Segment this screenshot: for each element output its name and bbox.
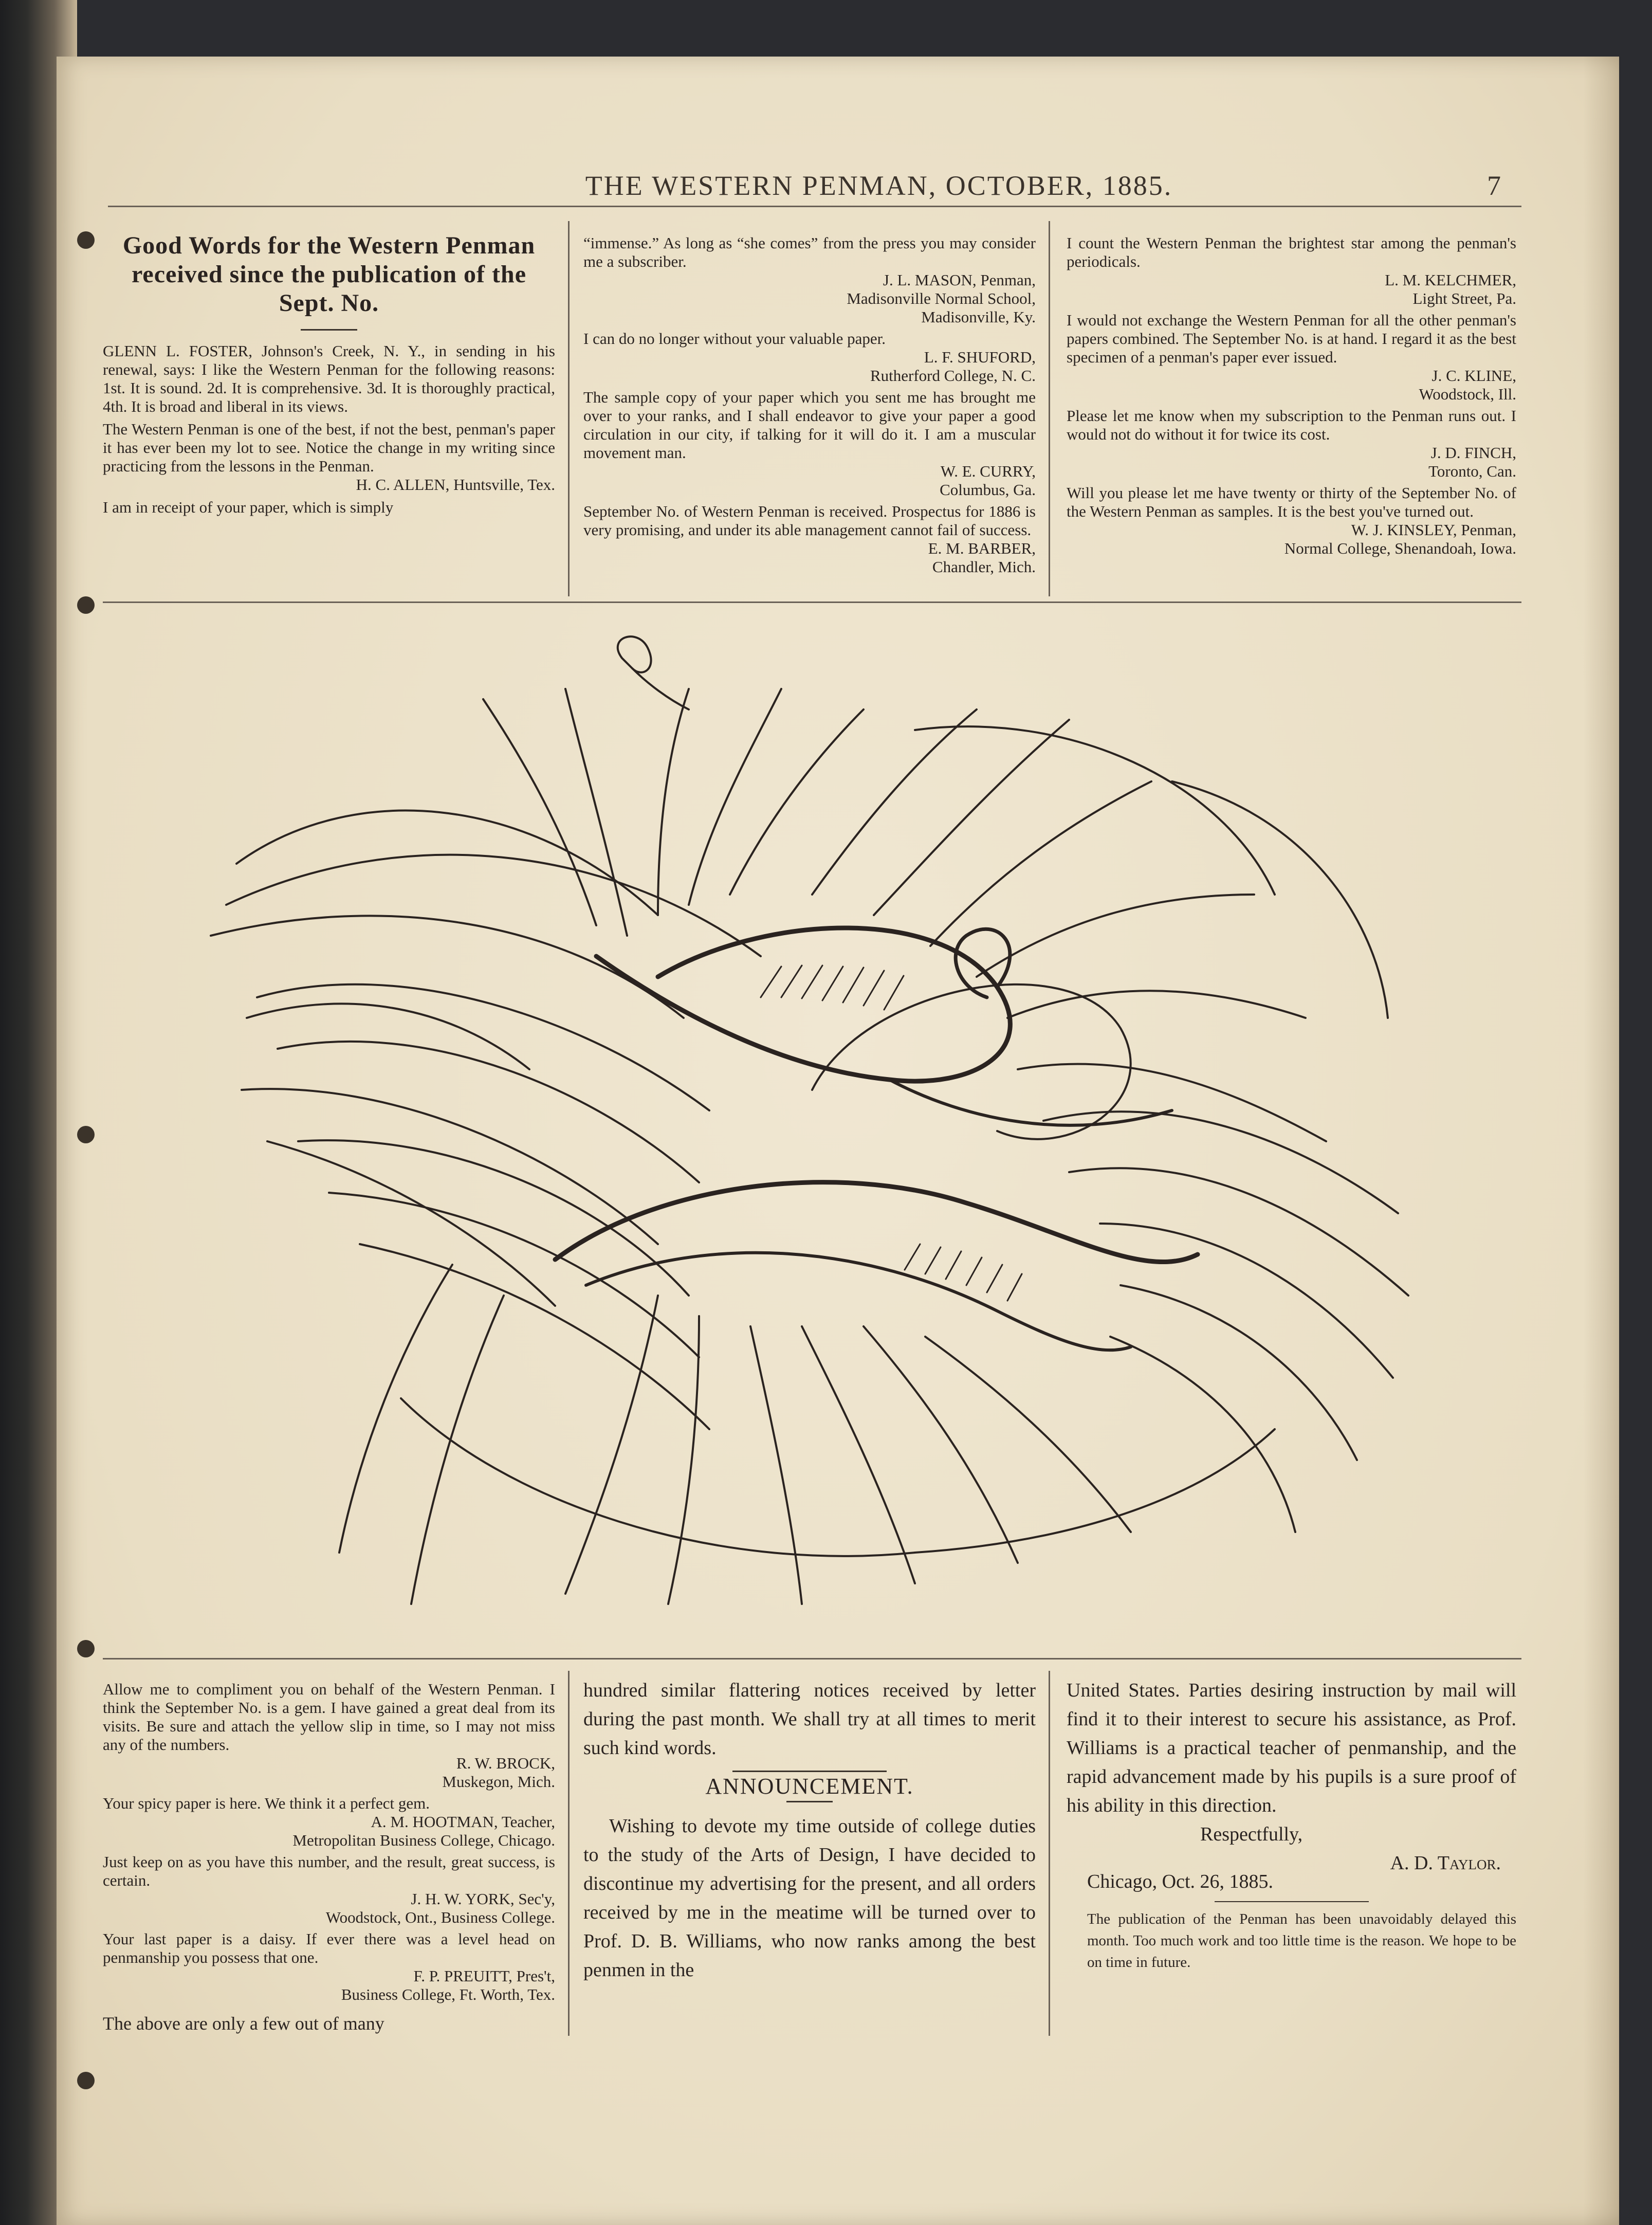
letter-text: The sample copy of your paper which you sent me has brought me over to your ranks, and I shall endeavor to give your paper a good circulation in our city, if talking for it will do it. I am a muscular movement man. xyxy=(583,388,1036,462)
letter-signature: Metropolitan Business College, Chicago. xyxy=(292,1831,555,1849)
publication-note: The publication of the Penman has been unavoidably delayed this month. Too much work and too little time is the reason. We hope to be on time in future. xyxy=(1087,1911,1516,1971)
letter-text: GLENN L. FOSTER, Johnson's Creek, N. Y., in sending in his renewal, says: I like the Western Penman for the following reasons: 1st. It is sound. 2d. It is comprehensive. 3d. It is thoroughly practical, 4th. It is broad and liberal in its views. xyxy=(103,342,555,415)
announcement-text: Wishing to devote my time outside of college duties to the study of the Arts of Design, I have decided to discontinue my advertising for the present, and all orders received by me in the meatime will be turned over to Prof. D. B. Williams, who now ranks among the best penmen in the xyxy=(583,1815,1036,1981)
letter-signature: L. F. SHUFORD, xyxy=(924,348,1036,366)
column-rule xyxy=(568,221,570,596)
binding-hole xyxy=(77,1126,95,1143)
letter-text: Please let me know when my subscription to the Penman runs out. I would not do without it for twice its cost. xyxy=(1067,407,1516,443)
header-rule xyxy=(108,206,1521,207)
top-column-3 xyxy=(1067,234,1516,558)
flourished-bird-illustration xyxy=(195,627,1449,1635)
bottom-column-2 xyxy=(583,1676,1036,1984)
letter-signature: E. M. BARBER, xyxy=(928,539,1036,557)
page-header xyxy=(108,170,1527,200)
letter-text: I am in receipt of your paper, which is simply xyxy=(103,498,394,516)
section-rule xyxy=(103,601,1521,603)
letter-signature: J. D. FINCH, xyxy=(1430,444,1516,462)
letter-text: Allow me to compliment you on behalf of the Western Penman. I think the September No. is a gem. I have gained a great deal from its visits. Be sure and attach the yellow slip in time, so I may not miss any of the numbers. xyxy=(103,1680,555,1754)
announcement-title: ANNOUNCEMENT. xyxy=(705,1774,914,1799)
letter-signature: J. H. W. YORK, Sec'y, xyxy=(411,1890,555,1908)
letter-text: Your last paper is a daisy. If ever there was a level head on penmanship you possess that one. xyxy=(103,1930,555,1966)
announcement-text: United States. Parties desiring instruction by mail will find it to their interest to secure his assistance, as Prof. Williams is a practical teacher of penmanship, and the rapid advancement made by his pupils is a sure proof of his ability in this direction. xyxy=(1067,1680,1516,1816)
divider xyxy=(786,1801,833,1802)
letter-text: Your spicy paper is here. We think it a perfect gem. xyxy=(103,1794,430,1812)
letter-signature: H. C. ALLEN, Huntsville, Tex. xyxy=(356,476,555,494)
letter-signature: Toronto, Can. xyxy=(1428,462,1516,480)
letter-signature: W. E. CURRY, xyxy=(940,462,1036,480)
signature: A. D. Taylor. xyxy=(1390,1852,1501,1874)
divider xyxy=(732,1771,887,1772)
letter-signature: Chandler, Mich. xyxy=(932,558,1036,576)
letter-text: “immense.” As long as “she comes” from the press you may consider me a subscriber. xyxy=(583,234,1036,270)
letter-text: Will you please let me have twenty or thirty of the September No. of the Western Penman as samples. It is the best you've turned out. xyxy=(1067,484,1516,520)
divider xyxy=(301,329,357,331)
letter-signature: Rutherford College, N. C. xyxy=(870,367,1036,385)
letter-text: I would not exchange the Western Penman for all the other penman's papers combined. The September No. is at hand. I regard it as the best specimen of a penman's paper ever issued. xyxy=(1067,311,1516,366)
letter-signature: Woodstock, Ill. xyxy=(1419,385,1516,403)
closing: Respectfully, xyxy=(1200,1823,1303,1845)
column-rule xyxy=(568,1671,570,2036)
letter-signature: Muskegon, Mich. xyxy=(442,1773,555,1791)
letter-signature: Madisonville, Ky. xyxy=(921,308,1036,326)
binding-hole xyxy=(77,231,95,249)
letter-signature: Madisonville Normal School, xyxy=(847,289,1036,307)
letter-signature: Normal College, Shenandoah, Iowa. xyxy=(1284,539,1516,557)
letter-signature: R. W. BROCK, xyxy=(456,1754,555,1772)
divider xyxy=(1215,1901,1369,1902)
letter-signature: Light Street, Pa. xyxy=(1412,289,1516,307)
dateline: Chicago, Oct. 26, 1885. xyxy=(1087,1871,1274,1892)
bottom-column-1 xyxy=(103,1680,555,2038)
binding-hole xyxy=(77,2072,95,2089)
column-rule xyxy=(1049,1671,1050,2036)
page-curl-shading xyxy=(1583,57,1619,2225)
letter-signature: Woodstock, Ont., Business College. xyxy=(325,1908,555,1926)
page-title: THE WESTERN PENMAN, OCTOBER, 1885. xyxy=(585,170,1173,201)
letter-text: September No. of Western Penman is received. Prospectus for 1886 is very promising, and under its able management cannot fail of success. xyxy=(583,502,1036,539)
binding-hole xyxy=(77,1640,95,1657)
letter-text: I can do no longer without your valuable paper. xyxy=(583,330,886,348)
binding-hole xyxy=(77,596,95,614)
section-rule xyxy=(103,1658,1521,1659)
letter-signature: J. L. MASON, Penman, xyxy=(883,271,1036,289)
column-rule xyxy=(1049,221,1050,596)
letter-text: The above are only a few out of many xyxy=(103,2013,384,2034)
letter-signature: J. C. KLINE, xyxy=(1431,367,1516,385)
top-column-2 xyxy=(583,234,1036,576)
letter-signature: L. M. KELCHMER, xyxy=(1385,271,1516,289)
top-column-1 xyxy=(103,231,555,517)
letter-text: hundred similar flattering notices received by letter during the past month. We shall try at all times to merit such kind words. xyxy=(583,1680,1036,1759)
page-number: 7 xyxy=(1487,170,1501,201)
background-right xyxy=(1619,57,1652,2225)
column-heading: Good Words for the Western Penman received since the publication of the Sept. No. xyxy=(122,232,536,317)
letter-signature: Columbus, Ga. xyxy=(940,481,1036,499)
letter-text: Just keep on as you have this number, and the result, great success, is certain. xyxy=(103,1853,555,1889)
letter-signature: Business College, Ft. Worth, Tex. xyxy=(341,1985,555,2003)
bottom-column-3 xyxy=(1067,1676,1516,1973)
letter-text: I count the Western Penman the brightest star among the penman's periodicals. xyxy=(1067,234,1516,270)
letter-signature: F. P. PREUITT, Pres't, xyxy=(413,1967,555,1985)
letter-signature: A. M. HOOTMAN, Teacher, xyxy=(371,1813,555,1831)
letter-text: The Western Penman is one of the best, if not the best, penman's paper it has ever been my lot to see. Notice the change in my writing since practicing from the lessons in the Penman. xyxy=(103,420,555,475)
letter-signature: W. J. KINSLEY, Penman, xyxy=(1351,521,1516,539)
